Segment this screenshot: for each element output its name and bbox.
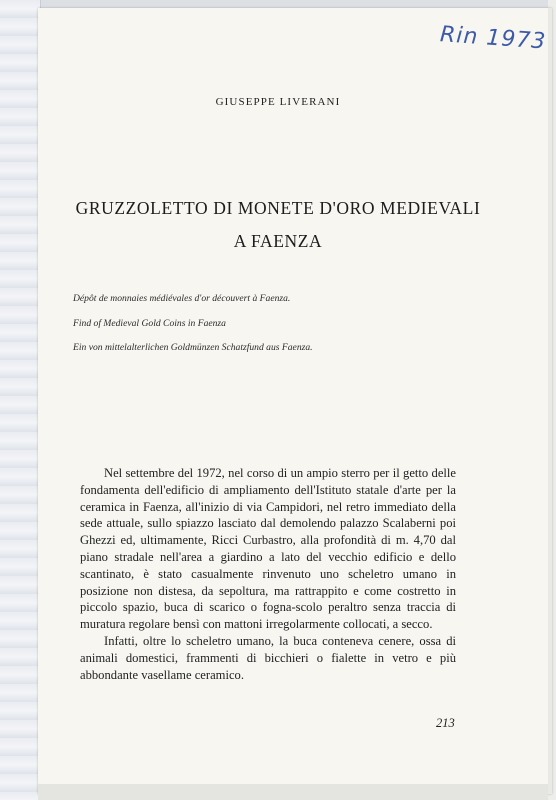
paragraph-1: Nel settembre del 1972, nel corso di un ampio sterro per il getto delle fondamenta dell'edificio di ampliamento dell'Istituto statale d'arte per la ceramica in Faenza, all'inizio di via Campidori, nel retro immediato della sede attuale, sullo spiazzo lasciato dal demolendo palazzo Scalaberni poi Ghezzi ed, ultimamente, Ricci Curbastro, alla profondità di m. 4,70 dal piano stradale nell'area a giardino a lato del vecchio edificio e dello scantinato, è stato casualmente rinvenuto uno scheletro umano in posizione non distesa, da sepoltura, ma rattrappito e come costretto in piccolo spazio, buca di scarico o fogna-scolo peraltro senza traccia di muratura regolare bensì con mattoni irregolarmente collocati, a secco. [80, 466, 456, 632]
paragraph-2: Infatti, oltre lo scheletro umano, la buca conteneva cenere, ossa di animali domestici, frammenti di bicchieri o fialette in vetro e più abbondante vasellame ceramico. [80, 633, 456, 682]
handwritten-annotation: Rin 1973 [439, 22, 548, 55]
subtitle-german: Ein von mittelalterlichen Goldmünzen Schatzfund aus Faenza. [73, 342, 313, 353]
article-title-line-2: A FAENZA [233, 231, 323, 251]
article-title-line-1: GRUZZOLETTO DI MONETE D'ORO MEDIEVALI [75, 198, 481, 218]
author-name: GIUSEPPE LIVERANI [215, 96, 341, 108]
page-bottom-edge [38, 784, 548, 800]
subtitle-french: Dépôt de monnaies médiévales d'or découvert à Faenza. [73, 293, 291, 304]
page-number: 213 [436, 716, 455, 730]
binding-strip [0, 0, 41, 800]
body-text [80, 465, 456, 683]
subtitle-english: Find of Medieval Gold Coins in Faenza [73, 318, 226, 329]
